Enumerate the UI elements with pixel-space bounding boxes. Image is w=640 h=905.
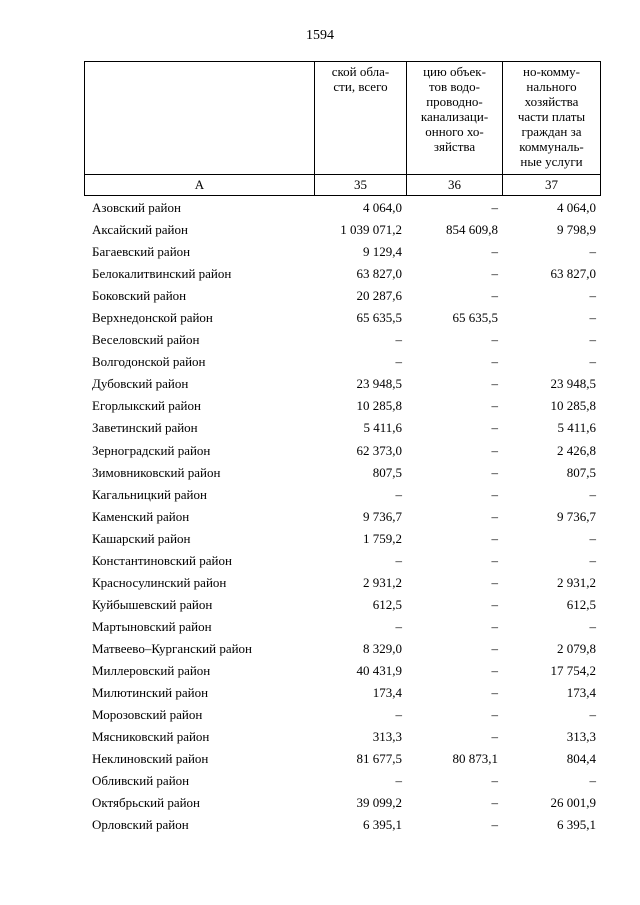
value-col-35: 5 411,6 [363, 420, 402, 436]
table-body [84, 197, 600, 836]
value-col-36: – [491, 552, 498, 568]
value-col-37: 9 798,9 [557, 222, 596, 238]
value-col-37: 10 285,8 [550, 398, 596, 414]
district-name: Мясниковский район [92, 729, 210, 745]
value-col-36: – [491, 618, 498, 634]
value-col-36: – [491, 442, 498, 458]
value-col-35: 1 039 071,2 [340, 222, 402, 238]
table-row [84, 197, 600, 219]
value-col-37: 26 001,9 [550, 795, 596, 811]
value-col-35: – [395, 332, 402, 348]
value-col-36: – [491, 707, 498, 723]
value-col-36: – [491, 640, 498, 656]
table-row [84, 682, 600, 704]
district-name: Зимовниковский район [92, 464, 221, 480]
district-name: Кагальницкий район [92, 486, 207, 502]
value-col-35: 6 395,1 [363, 817, 402, 833]
value-col-37: 2 079,8 [557, 640, 596, 656]
table-row [84, 307, 600, 329]
table-row [84, 285, 600, 307]
value-col-37: – [589, 773, 596, 789]
value-col-35: – [395, 707, 402, 723]
value-col-36: – [491, 795, 498, 811]
table-header [84, 61, 601, 196]
value-col-37: – [589, 310, 596, 326]
column-index-36: 36 [407, 175, 503, 196]
table-row [84, 528, 600, 550]
value-col-35: 20 287,6 [356, 288, 402, 304]
district-name: Неклиновский район [92, 751, 209, 767]
value-col-36: – [491, 773, 498, 789]
table-row [84, 329, 600, 351]
value-col-36: – [491, 486, 498, 502]
value-col-37: – [589, 707, 596, 723]
value-col-37: – [589, 332, 596, 348]
value-col-37: 6 395,1 [557, 817, 596, 833]
header-row [85, 62, 601, 175]
value-col-36: – [491, 817, 498, 833]
value-col-36: – [491, 244, 498, 260]
district-name: Милютинский район [92, 685, 209, 701]
value-col-36: – [491, 332, 498, 348]
value-col-36: – [491, 288, 498, 304]
district-name: Обливский район [92, 773, 190, 789]
district-name: Октябрьский район [92, 795, 200, 811]
table-row [84, 241, 600, 263]
value-col-37: 2 931,2 [557, 574, 596, 590]
value-col-37: – [589, 244, 596, 260]
table-row [84, 660, 600, 682]
district-name: Белокалитвинский район [92, 266, 232, 282]
table-row [84, 594, 600, 616]
value-col-36: – [491, 398, 498, 414]
table-row [84, 792, 600, 814]
value-col-35: 39 099,2 [356, 795, 402, 811]
district-name: Каменский район [92, 508, 190, 524]
value-col-37: 17 754,2 [550, 663, 596, 678]
header-cell-35 [315, 62, 407, 175]
table-row [84, 704, 600, 726]
header-label-35: ской обла- сти, всего [331, 64, 390, 94]
value-col-35: 173,4 [372, 685, 402, 701]
district-name: Аксайский район [92, 222, 188, 238]
district-name: Егорлыкский район [92, 398, 201, 414]
column-index-35: 35 [315, 175, 407, 196]
value-col-36: 80 873,1 [452, 751, 498, 767]
value-col-37: 4 064,0 [557, 200, 596, 216]
table-row [84, 616, 600, 638]
column-index-row [85, 175, 601, 196]
table-row [84, 726, 600, 748]
district-name: Дубовский район [92, 376, 189, 392]
value-col-36: – [491, 530, 498, 546]
header-cell-a [85, 62, 315, 175]
value-col-35: 9 736,7 [363, 508, 402, 524]
district-name: Волгодонской район [92, 354, 206, 370]
district-name: Боковский район [92, 288, 187, 304]
column-index-a: А [85, 175, 315, 196]
value-col-37: 9 736,7 [557, 508, 596, 524]
table-row [84, 572, 600, 594]
value-col-36: – [491, 376, 498, 392]
value-col-37: – [589, 530, 596, 546]
value-col-36: – [491, 729, 498, 745]
table-row [84, 770, 600, 792]
value-col-35: 9 129,4 [363, 244, 402, 260]
table-row [84, 395, 600, 417]
value-col-36: – [491, 685, 498, 701]
value-col-35: – [395, 354, 402, 370]
value-col-36: 65 635,5 [452, 310, 498, 326]
district-name: Морозовский район [92, 707, 203, 723]
value-col-36: – [491, 464, 498, 480]
value-col-35: 612,5 [372, 596, 402, 612]
value-col-36: – [491, 508, 498, 524]
header-cell-36 [407, 62, 503, 175]
value-col-36: – [491, 663, 498, 678]
district-name: Красносулинский район [92, 574, 227, 590]
value-col-37: – [589, 618, 596, 634]
district-name: Константиновский район [92, 552, 232, 568]
district-name: Куйбышевский район [92, 596, 213, 612]
value-col-37: 313,3 [566, 729, 596, 745]
value-col-35: – [395, 552, 402, 568]
value-col-35: 40 431,9 [356, 663, 402, 678]
value-col-36: – [491, 574, 498, 590]
page-number: 1594 [306, 28, 334, 43]
value-col-35: – [395, 618, 402, 634]
value-col-35: 81 677,5 [356, 751, 402, 767]
value-col-35: 8 329,0 [363, 640, 402, 656]
district-name: Кашарский район [92, 530, 191, 546]
value-col-37: 2 426,8 [557, 442, 596, 458]
district-name: Верхнедонской район [92, 310, 213, 326]
value-col-35: – [395, 773, 402, 789]
district-name: Багаевский район [92, 244, 191, 260]
table-row [84, 550, 600, 572]
value-col-35: 65 635,5 [356, 310, 402, 326]
table-row [84, 748, 600, 770]
district-name: Мартыновский район [92, 618, 212, 634]
header-cell-37 [503, 62, 601, 175]
value-col-35: 1 759,2 [363, 530, 402, 546]
value-col-35: 4 064,0 [363, 200, 402, 216]
value-col-35: 313,3 [372, 729, 402, 745]
value-col-37: 63 827,0 [550, 266, 596, 282]
value-col-35: 23 948,5 [356, 376, 402, 392]
value-col-35: – [395, 486, 402, 502]
value-col-37: – [589, 354, 596, 370]
value-col-37: 807,5 [566, 464, 596, 480]
value-col-37: 173,4 [566, 685, 596, 701]
value-col-36: 854 609,8 [446, 222, 498, 238]
value-col-35: 10 285,8 [356, 398, 402, 414]
value-col-36: – [491, 266, 498, 282]
header-label-37: но-комму- нального хозяйства части платы граждан за коммуналь- ные услуги [517, 64, 586, 169]
value-col-37: 5 411,6 [557, 420, 596, 436]
table-row [84, 373, 600, 395]
district-name: Заветинский район [92, 420, 198, 436]
table-row [84, 351, 600, 373]
table-row [84, 417, 600, 439]
table-row [84, 263, 600, 285]
column-index-37: 37 [503, 175, 601, 196]
table-row [84, 638, 600, 660]
table-row [84, 462, 600, 484]
district-name: Азовский район [92, 200, 181, 216]
value-col-37: 23 948,5 [550, 376, 596, 392]
value-col-36: – [491, 420, 498, 436]
value-col-37: – [589, 486, 596, 502]
district-name: Орловский район [92, 817, 189, 833]
value-col-37: – [589, 288, 596, 304]
value-col-36: – [491, 354, 498, 370]
value-col-37: 804,4 [566, 751, 596, 767]
district-name: Миллеровский район [92, 663, 211, 678]
table-row [84, 440, 600, 462]
district-name: Зерноградский район [92, 442, 211, 458]
value-col-35: 63 827,0 [356, 266, 402, 282]
value-col-35: 62 373,0 [356, 442, 402, 458]
value-col-37: 612,5 [566, 596, 596, 612]
district-name: Матвеево–Курганский район [92, 640, 253, 656]
table-row [84, 484, 600, 506]
table-row [84, 814, 600, 836]
header-label-36: цию объек- тов водо- проводно- канализаци- онного хо- зяйства [420, 64, 489, 154]
value-col-35: 2 931,2 [363, 574, 402, 590]
district-name: Веселовский район [92, 332, 200, 348]
value-col-36: – [491, 596, 498, 612]
table-row [84, 219, 600, 241]
table-row [84, 506, 600, 528]
value-col-36: – [491, 200, 498, 216]
value-col-35: 807,5 [372, 464, 402, 480]
value-col-37: – [589, 552, 596, 568]
